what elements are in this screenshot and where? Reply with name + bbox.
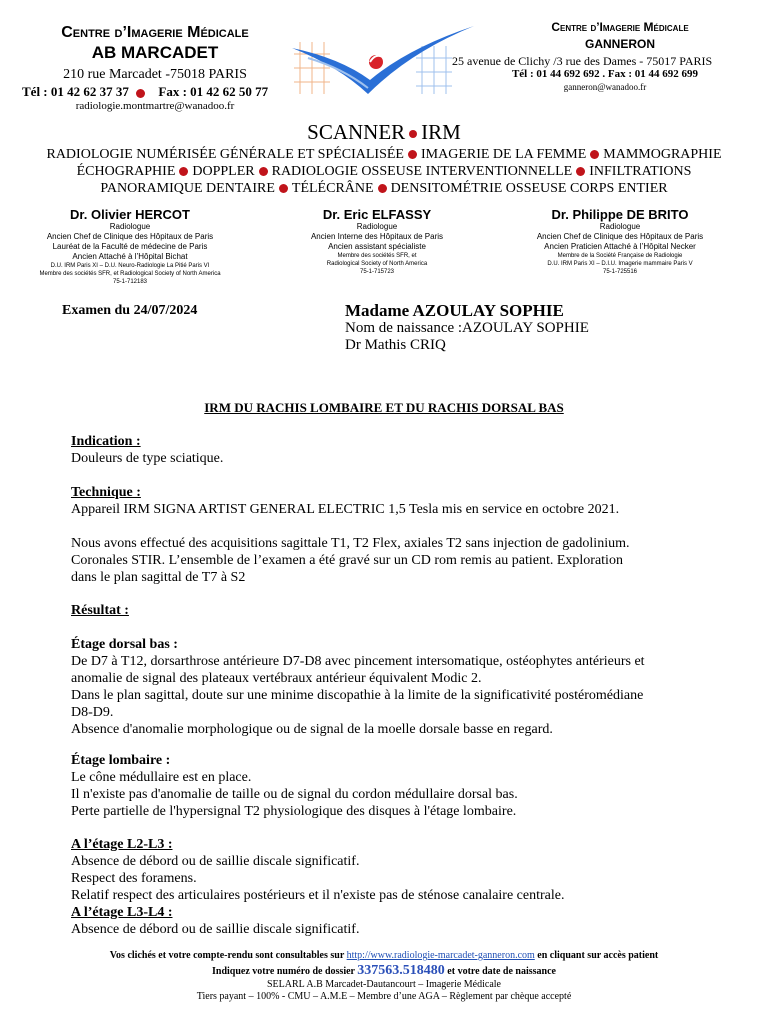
doctor-title: Lauréat de la Faculté de médecine de Paris bbox=[52, 242, 208, 251]
doctor-detail: Radiological Society of North America bbox=[326, 261, 428, 267]
footer-text: Indiquez votre numéro de dossier bbox=[212, 966, 355, 977]
red-bullet-icon bbox=[576, 167, 585, 176]
doctor-role: Radiologue bbox=[356, 222, 398, 231]
dorsal-heading: Étage dorsal bas : bbox=[71, 637, 178, 652]
doctor-detail: 75-1-715723 bbox=[359, 269, 395, 275]
red-bullet-icon bbox=[590, 150, 599, 159]
patient-name: Madame AZOULAY SOPHIE bbox=[345, 301, 564, 320]
red-bullet-icon bbox=[378, 184, 387, 193]
left-centre-name: Centre d’Imagerie Médicale bbox=[61, 24, 249, 41]
l3l4-heading: A l’étage L3-L4 : bbox=[71, 905, 173, 920]
service-text: INFILTRATIONS bbox=[589, 164, 692, 179]
dorsal-text-3: Absence d'anomalie morphologique ou de signal de la moelle dorsale basse en regard. bbox=[71, 722, 553, 737]
l2l3-heading: A l’étage L2-L3 : bbox=[71, 837, 173, 852]
lombaire-text-3: Perte partielle de l'hypersignal T2 physiologique des disques à l'étage lombaire. bbox=[71, 804, 517, 819]
referring-doctor: Dr Mathis CRIQ bbox=[345, 337, 446, 353]
doctor-detail: 75-1-725516 bbox=[602, 269, 638, 275]
doctor-title: Ancien Chef de Clinique des Hôpitaux de Paris bbox=[536, 232, 704, 241]
doctor-de-brito bbox=[495, 207, 745, 276]
lombaire-text-1: Le cône médullaire est en place. bbox=[71, 770, 252, 785]
technique-heading: Technique : bbox=[71, 485, 141, 500]
doctor-elfassy bbox=[262, 207, 492, 276]
indication-heading: Indication : bbox=[71, 434, 141, 449]
doctor-detail: D.U. IRM Paris XI – D.I.U. Imagerie mammaire Paris V bbox=[547, 261, 693, 267]
doctor-role: Radiologue bbox=[109, 222, 151, 231]
services-line-1 bbox=[0, 146, 768, 163]
doctor-name: Dr. Olivier HERCOT bbox=[70, 207, 190, 222]
doctor-title: Ancien Chef de Clinique des Hôpitaux de Paris bbox=[46, 232, 214, 241]
technique-text-1: Appareil IRM SIGNA ARTIST GENERAL ELECTRIC 1,5 Tesla mis en service en octobre 2021. bbox=[71, 502, 620, 517]
l2l3-text-1: Absence de débord ou de saillie discale significatif. bbox=[71, 854, 360, 869]
doctor-name: Dr. Eric ELFASSY bbox=[322, 207, 432, 222]
right-centre-name: Centre d’Imagerie Médicale bbox=[551, 20, 689, 34]
service-text: TÉLÉCRÂNE bbox=[291, 181, 374, 196]
red-bullet-icon bbox=[408, 150, 417, 159]
red-bullet-icon bbox=[179, 167, 188, 176]
services-line-3 bbox=[0, 180, 768, 197]
doctor-title: Ancien Praticien Attaché à l’Hôpital Necker bbox=[544, 242, 696, 251]
left-email: radiologie.montmartre@wanadoo.fr bbox=[75, 100, 235, 112]
footer-text: Vos clichés et votre compte-rendu sont consultables sur bbox=[109, 950, 345, 961]
services-line-2 bbox=[0, 163, 768, 180]
doctor-detail: Membre des sociétés SFR, et Radiological Society of North America bbox=[39, 271, 221, 277]
doctor-detail: 75-1-712183 bbox=[112, 279, 148, 285]
doctor-hercot bbox=[10, 207, 250, 286]
service-text: ÉCHOGRAPHIE bbox=[76, 164, 176, 179]
left-fax: Fax : 01 42 62 50 77 bbox=[158, 84, 269, 99]
exam-date: Examen du 24/07/2024 bbox=[62, 303, 198, 318]
footer-line-1 bbox=[0, 950, 768, 961]
technique-text-2: Nous avons effectué des acquisitions sagittale T1, T2 Flex, axiales T2 sans injection de gadolinium. Coronales STIR. L’ensemble de l’examen a été gravé sur un CD rom remis au patient. Exploration dans le plan sagittal de T7 à S2 bbox=[71, 536, 630, 585]
doctor-title: Ancien Attaché à l’Hôpital Bichat bbox=[72, 252, 188, 261]
dossier-number: 337563.518480 bbox=[357, 963, 445, 978]
service-irm: IRM bbox=[421, 120, 461, 144]
left-address: 210 rue Marcadet -75018 PARIS bbox=[63, 67, 247, 82]
red-bullet-icon bbox=[279, 184, 288, 193]
left-centre-subname: AB MARCADET bbox=[91, 43, 219, 62]
dorsal-text-2: Dans le plan sagittal, doute sur une minime discopathie à la limite de la significativité postéromédiane D8-D9. bbox=[71, 688, 644, 720]
doctor-detail: Membre de la Société Française de Radiologie bbox=[557, 253, 683, 259]
service-text: DOPPLER bbox=[192, 164, 255, 179]
doctor-title: Ancien Interne des Hôpitaux de Paris bbox=[310, 232, 444, 241]
patient-birth-name: Nom de naissance :AZOULAY SOPHIE bbox=[345, 320, 589, 336]
service-text: RADIOLOGIE NUMÉRISÉE GÉNÉRALE ET SPÉCIALISÉE bbox=[46, 147, 404, 162]
left-contact bbox=[22, 84, 268, 100]
right-tel-fax: Tél : 01 44 692 692 . Fax : 01 44 692 699 bbox=[511, 68, 699, 80]
services-title bbox=[0, 120, 768, 145]
lombaire-heading: Étage lombaire : bbox=[71, 753, 171, 768]
service-text: DENSITOMÉTRIE OSSEUSE CORPS ENTIER bbox=[390, 181, 668, 196]
service-text: PANORAMIQUE DENTAIRE bbox=[100, 181, 275, 196]
footer-line-2 bbox=[0, 963, 768, 979]
l2l3-text-2: Respect des foramens. bbox=[71, 871, 197, 886]
right-address: 25 avenue de Clichy /3 rue des Dames - 75017 PARIS bbox=[452, 54, 713, 68]
l2l3-text-3: Relatif respect des articulaires postérieurs et il n'existe pas de sténose canalaire centrale. bbox=[71, 888, 565, 903]
result-heading: Résultat : bbox=[71, 603, 129, 618]
red-bullet-icon bbox=[136, 89, 145, 98]
doctor-name: Dr. Philippe DE BRITO bbox=[551, 207, 689, 222]
doctor-role: Radiologue bbox=[599, 222, 641, 231]
right-centre-subname: GANNERON bbox=[584, 37, 655, 51]
l3l4-text-1: Absence de débord ou de saillie discale significatif. bbox=[71, 922, 360, 937]
doctor-title: Ancien assistant spécialiste bbox=[328, 242, 426, 251]
results-portal-link[interactable]: http://www.radiologie-marcadet-ganneron.com bbox=[346, 950, 535, 961]
indication-text: Douleurs de type sciatique. bbox=[71, 451, 224, 466]
red-bullet-icon bbox=[259, 167, 268, 176]
lombaire-text-2: Il n'existe pas d'anomalie de taille ou de signal du cordon médullaire dorsal bas. bbox=[71, 787, 518, 802]
service-scanner: SCANNER bbox=[307, 120, 406, 144]
right-email: ganneron@wanadoo.fr bbox=[563, 82, 647, 92]
left-tel: Tél : 01 42 62 37 37 bbox=[22, 84, 129, 99]
doctor-detail: D.U. IRM Paris XI – D.U. Neuro-Radiologie La Pitié Paris VI bbox=[50, 263, 210, 269]
footer-payment: Tiers payant – 100% - CMU – A.M.E – Membre d’une AGA – Règlement par chèque accepté bbox=[196, 991, 572, 1002]
service-text: IMAGERIE DE LA FEMME bbox=[420, 147, 587, 162]
footer-text: et votre date de naissance bbox=[447, 966, 556, 977]
report-title: IRM DU RACHIS LOMBAIRE ET DU RACHIS DORSAL BAS bbox=[204, 400, 564, 415]
red-bullet-icon bbox=[409, 130, 417, 138]
service-text: MAMMOGRAPHIE bbox=[603, 147, 722, 162]
footer-text: en cliquant sur accès patient bbox=[537, 950, 659, 961]
dorsal-text-1: De D7 à T12, dorsarthrose antérieure D7-D8 avec pincement intersomatique, ostéophytes antérieurs et anomalie de signal des plateaux vertébraux antérieur équivalent Modic 2. bbox=[71, 654, 645, 686]
doctor-detail: Membre des sociétés SFR, et bbox=[337, 253, 417, 259]
footer-company: SELARL A.B Marcadet-Dautancourt – Imagerie Médicale bbox=[267, 979, 501, 990]
service-text: RADIOLOGIE OSSEUSE INTERVENTIONNELLE bbox=[271, 164, 573, 179]
